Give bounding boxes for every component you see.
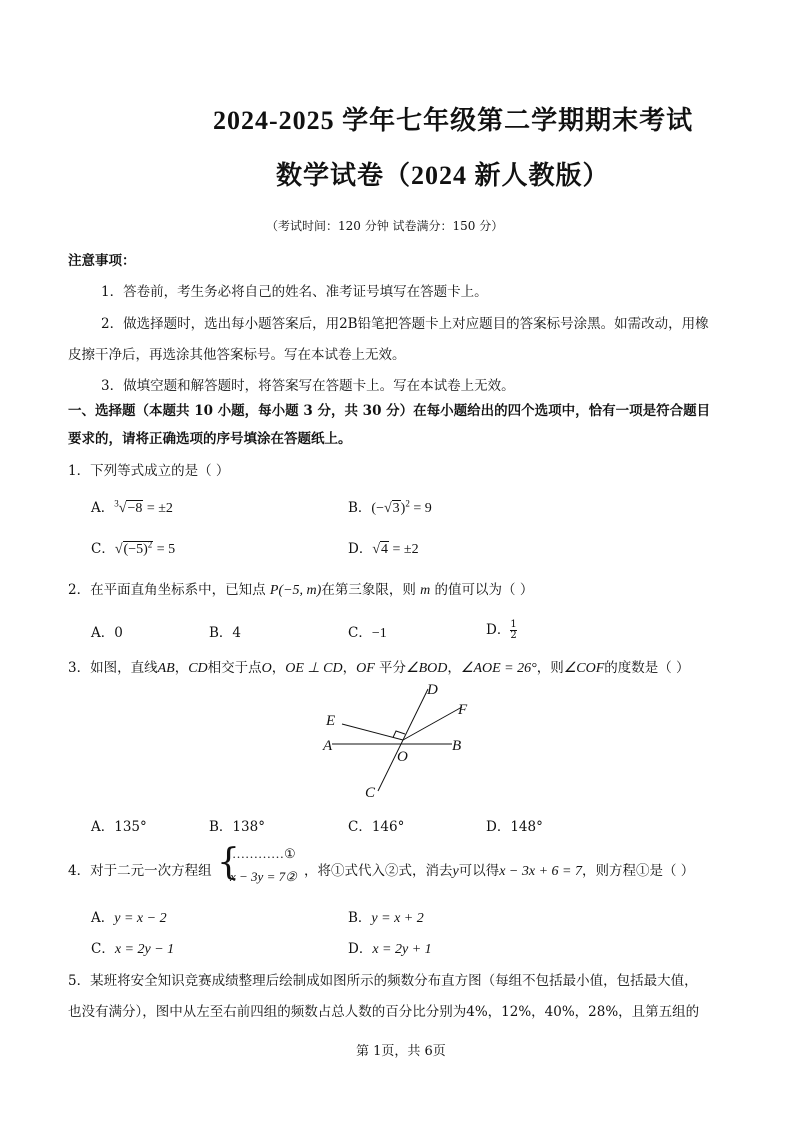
q1-stem: 1．下列等式成立的是（ ） xyxy=(68,463,230,479)
ray-oe xyxy=(342,724,403,740)
q3-stem: 3．如图，直线AB，CD相交于点O，OE ⊥ CD，OF 平分∠BOD，∠AOE = 26°，则∠COF的度数是（ ） xyxy=(68,660,690,676)
q3-option-a: A．135° xyxy=(91,819,147,835)
q2-option-b: B．4 xyxy=(209,625,242,641)
q4-stem-rest: ，将①式代入②式，消去y可以得x − 3x + 6 = 7，则方程①是（ ） xyxy=(304,863,695,879)
q4-brace: { xyxy=(217,842,240,883)
q4-option-c: C．x = 2y − 1 xyxy=(91,941,175,957)
q2-option-c: C．−1 xyxy=(348,625,387,641)
label-e: E xyxy=(326,713,336,729)
notes-heading: 注意事项： xyxy=(68,253,136,269)
label-f: F xyxy=(458,702,468,718)
exam-time-info: （考试时间：120 分钟 试卷满分：150 分） xyxy=(266,219,504,233)
note-item-2-line1: 2．做选择题时，选出每小题答案后，用2B铅笔把答题卡上对应题目的答案标号涂黑。如需改动，用橡 xyxy=(101,316,709,332)
label-o: O xyxy=(397,749,408,765)
note-item-1: 1．答卷前，考生务必将自己的姓名、准考证号填写在答题卡上。 xyxy=(101,284,488,300)
exam-title: 2024-2025 学年七年级第二学期期末考试 xyxy=(213,106,694,135)
label-d: D xyxy=(427,682,438,698)
note-item-3: 3．做填空题和解答题时，将答案写在答题卡上。写在本试卷上无效。 xyxy=(101,378,515,394)
section1-line2: 要求的，请将正确选项的序号填涂在答题纸上。 xyxy=(68,431,352,447)
exam-subtitle-title: 数学试卷（2024 新人教版） xyxy=(276,161,610,190)
q3-option-c: C．146° xyxy=(348,819,405,835)
label-c: C xyxy=(365,785,376,800)
ray-of xyxy=(403,707,462,740)
q1-option-a: A．$^3$√−8 = ±2 xyxy=(91,498,173,516)
q1-option-c: C．$√(-5)^2 = 5$ xyxy=(91,539,176,557)
label-b: B xyxy=(452,738,462,754)
note-item-2-line2: 皮擦干净后，再选涂其他答案标号。写在本试卷上无效。 xyxy=(68,347,406,363)
q4-option-d: D．x = 2y + 1 xyxy=(348,941,432,957)
q2-option-a: A．0 xyxy=(91,625,123,641)
q4-option-a: A．y = x − 2 xyxy=(91,910,167,926)
q2-stem: 2．在平面直角坐标系中，已知点 P(−5, m)在第三象限，则 m 的值可以为（ ） xyxy=(68,582,534,598)
q1-option-d: D．√4 = ±2 xyxy=(348,541,419,557)
q1-option-b: B．$(-√3)^2 = 9$ xyxy=(348,498,432,516)
q5-line1: 5．某班将安全知识竞赛成绩整理后绘制成如图所示的频数分布直方图（每组不包括最小值，包括最大值， xyxy=(68,973,698,989)
q2-option-d: D． $\frac{1}{2}$ xyxy=(486,619,517,641)
q4-option-b: B．y = x + 2 xyxy=(348,910,424,926)
page-number: 第 1页，共 6页 xyxy=(356,1044,446,1059)
q4-eq1: …………① xyxy=(232,846,296,861)
q5-line2: 也没有满分），图中从左至右前四组的频数占总人数的百分比分别为4%，12%，40%，28%，且第五组的 xyxy=(68,1004,700,1020)
q3-option-b: B．138° xyxy=(209,819,265,835)
section1-line1: 一、选择题（本题共 10 小题，每小题 3 分，共 30 分）在每小题给出的四个选项中，恰有一项是符合题目 xyxy=(68,403,711,419)
q4-stem-pre: 4．对于二元一次方程组 xyxy=(68,863,212,879)
q3-option-d: D．148° xyxy=(486,819,543,835)
q4-eq2: x − 3y = 7② xyxy=(230,869,297,884)
q3-figure xyxy=(320,680,480,800)
right-angle-mark xyxy=(393,731,405,738)
label-a: A xyxy=(323,738,333,754)
